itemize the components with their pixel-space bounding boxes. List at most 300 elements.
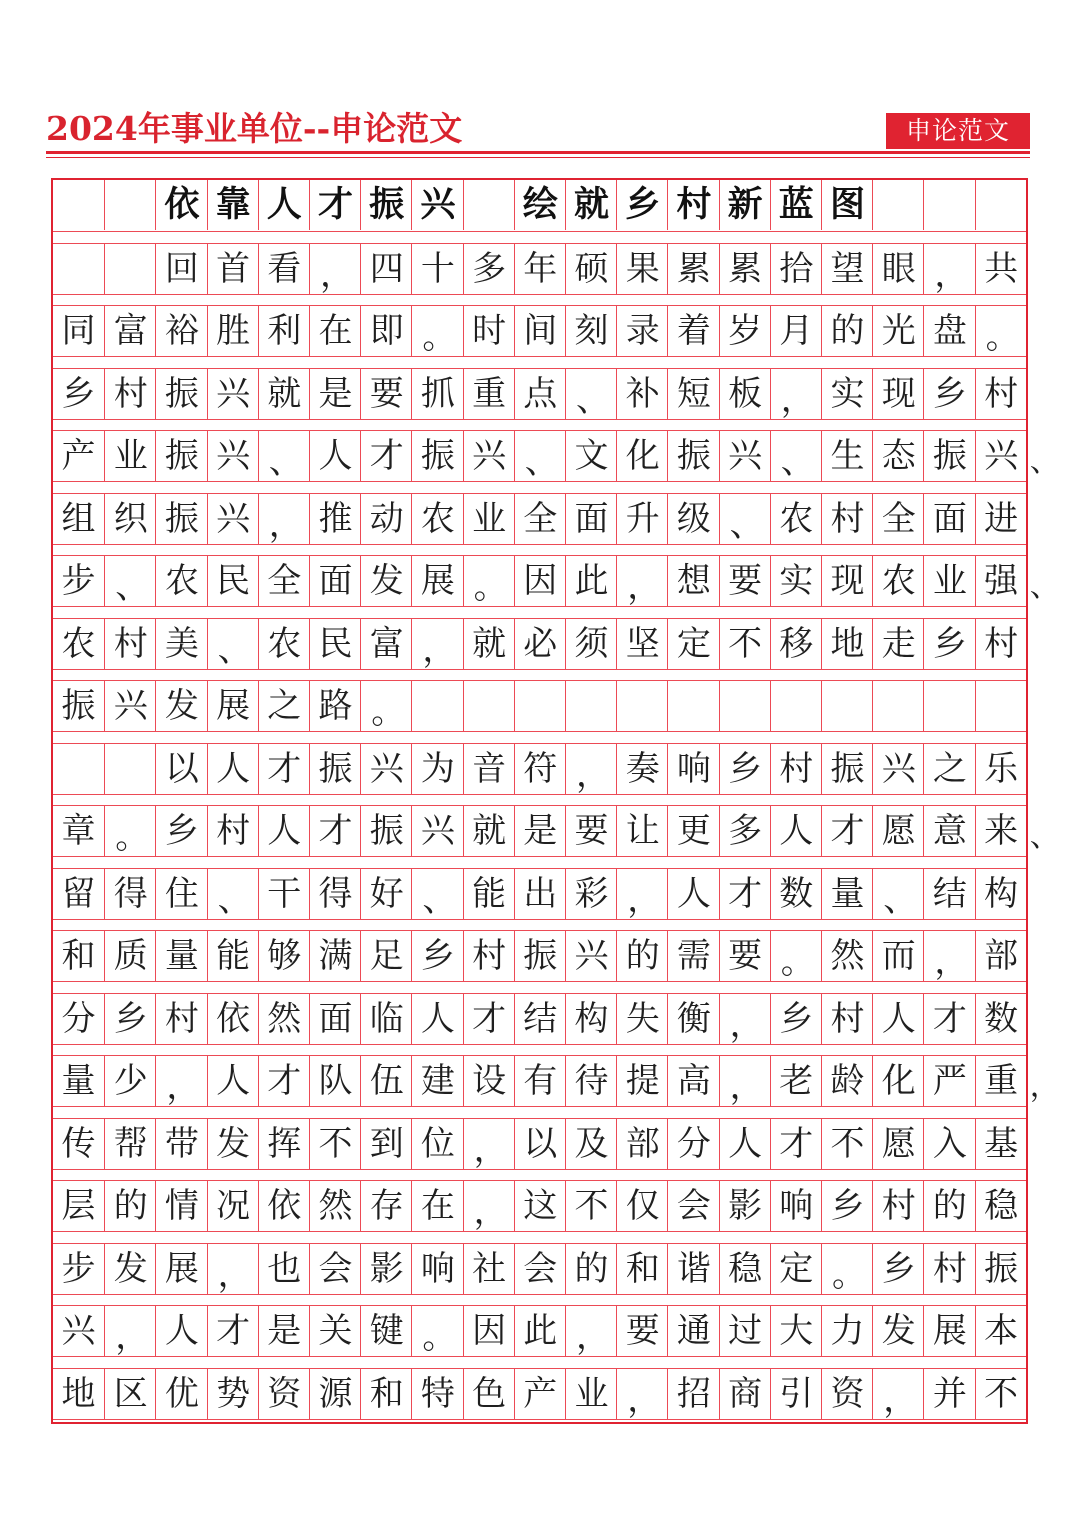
essay-char: 要 [728, 936, 763, 976]
grid-cell [872, 1244, 923, 1294]
essay-char: 而 [881, 936, 916, 976]
grid-cell [463, 744, 514, 794]
essay-char: 村 [984, 373, 1019, 414]
essay-char: 人 [881, 998, 916, 1039]
grid-cell [53, 494, 104, 544]
grid-cell [309, 994, 360, 1044]
grid-cell [821, 1181, 872, 1231]
grid-cell [155, 556, 206, 606]
grid-cell [155, 306, 206, 356]
grid-cell [258, 806, 309, 856]
grid-cell [53, 619, 104, 669]
essay-char: 短 [676, 373, 711, 414]
essay-char: 也 [267, 1248, 302, 1289]
essay-char: 基 [984, 1123, 1019, 1164]
grid-cell [53, 681, 104, 731]
title-char: 蓝 [778, 184, 814, 225]
grid-cell [565, 369, 616, 419]
essay-char: 步 [61, 561, 96, 601]
essay-char: 乡 [881, 1248, 916, 1289]
essay-char: 才 [318, 811, 353, 851]
grid-cell [411, 619, 462, 669]
grid-cell [360, 994, 411, 1044]
grid-cell [53, 994, 104, 1044]
grid-cell [975, 619, 1026, 669]
grid-cell [616, 1181, 667, 1231]
essay-char: 乡 [420, 936, 455, 976]
essay-char: 坚 [625, 623, 660, 664]
grid-cell [463, 244, 514, 294]
grid-cell [514, 556, 565, 606]
essay-row [53, 993, 1026, 1045]
page-title: 2024年事业单位--申论范文 [46, 109, 463, 148]
essay-char: ， [729, 1067, 764, 1107]
essay-char: 才 [267, 1061, 302, 1101]
essay-row [53, 368, 1026, 420]
grid-cell [821, 431, 872, 481]
essay-char: 发 [113, 1248, 148, 1289]
grid-cell [155, 1369, 206, 1419]
essay-char: 让 [625, 811, 660, 851]
grid-cell [463, 1369, 514, 1419]
grid-cell [514, 180, 565, 230]
essay-char: 富 [369, 623, 404, 664]
essay-char: 之 [267, 686, 302, 726]
grid-cell [360, 1056, 411, 1106]
grid-cell [719, 494, 770, 544]
grid-cell [770, 1306, 821, 1356]
essay-char: 文 [574, 436, 609, 476]
grid-cell [821, 869, 872, 919]
grid-cell [719, 994, 770, 1044]
grid-cell [565, 931, 616, 981]
grid-cell [667, 806, 718, 856]
essay-char: 振 [932, 436, 967, 476]
essay-char: 构 [574, 998, 609, 1039]
grid-cell [514, 1056, 565, 1106]
essay-char: 在 [318, 311, 353, 351]
essay-char: 的 [830, 311, 865, 351]
essay-row [53, 1368, 1026, 1420]
grid-cell [667, 180, 718, 230]
essay-char: 全 [523, 498, 558, 539]
header-rule-thick [46, 151, 1030, 154]
grid-cell [309, 1369, 360, 1419]
grid-cell [207, 681, 258, 731]
essay-char: 符 [523, 748, 558, 789]
essay-char: 失 [625, 998, 660, 1039]
grid-cell [53, 1244, 104, 1294]
grid-cell [360, 681, 411, 731]
grid-cell [514, 306, 565, 356]
grid-cell [770, 244, 821, 294]
essay-char: 进 [984, 498, 1019, 539]
essay-char: 村 [216, 811, 251, 851]
grid-cell [616, 306, 667, 356]
grid-cell [565, 1306, 616, 1356]
grid-cell [770, 994, 821, 1044]
essay-char: 人 [779, 811, 814, 851]
grid-cell [667, 556, 718, 606]
essay-char: 。 [422, 1317, 457, 1357]
grid-cell [923, 681, 974, 731]
essay-char: 面 [318, 561, 353, 601]
header-rule-thin [46, 157, 1030, 158]
title-char: 人 [266, 184, 302, 225]
grid-cell [565, 1244, 616, 1294]
essay-char: 乡 [113, 998, 148, 1039]
grid-cell [155, 619, 206, 669]
essay-char: 业 [113, 436, 148, 476]
essay-char: 人 [267, 811, 302, 851]
essay-row [53, 555, 1060, 607]
grid-cell [258, 681, 309, 731]
grid-cell [155, 369, 206, 419]
grid-cell [258, 494, 309, 544]
essay-char: 时 [472, 311, 507, 351]
grid-cell [360, 431, 411, 481]
essay-char: 愿 [881, 811, 916, 851]
grid-cell [53, 431, 104, 481]
essay-char: 、 [422, 879, 457, 920]
grid-cell [360, 244, 411, 294]
essay-char: 。 [780, 942, 815, 982]
grid-cell [514, 1244, 565, 1294]
grid-cell [514, 681, 565, 731]
grid-cell [104, 244, 155, 294]
essay-char: 少 [113, 1061, 148, 1101]
essay-char: 业 [574, 1373, 609, 1414]
essay-char: 待 [574, 1061, 609, 1101]
grid-cell [821, 1056, 872, 1106]
essay-char: 展 [420, 561, 455, 601]
essay-char: 社 [472, 1248, 507, 1289]
grid-cell [514, 744, 565, 794]
essay-char: 岁 [728, 311, 763, 351]
essay-char: 村 [113, 373, 148, 414]
grid-cell [821, 244, 872, 294]
essay-char: 会 [318, 1248, 353, 1289]
essay-char: 级 [676, 498, 711, 539]
essay-char: 才 [472, 998, 507, 1039]
grid-cell [514, 994, 565, 1044]
title-char: 才 [317, 184, 353, 225]
essay-char: 为 [420, 748, 455, 789]
grid-cell [975, 369, 1026, 419]
essay-char: 意 [932, 811, 967, 851]
grid-cell [53, 180, 104, 230]
essay-char: ， [268, 504, 303, 545]
essay-char: 移 [779, 623, 814, 664]
grid-cell [565, 306, 616, 356]
essay-char: 不 [830, 1123, 865, 1164]
essay-char: 不 [728, 623, 763, 664]
grid-cell [514, 931, 565, 981]
grid-cell [155, 494, 206, 544]
grid-cell [411, 931, 462, 981]
essay-char: 得 [318, 873, 353, 914]
essay-char: 重 [472, 373, 507, 414]
essay-char: 振 [318, 748, 353, 789]
grid-cell [258, 180, 309, 230]
grid-cell [360, 556, 411, 606]
essay-char: 利 [267, 311, 302, 351]
grid-cell [975, 1369, 1026, 1419]
essay-char: 会 [523, 1248, 558, 1289]
essay-char: 入 [932, 1123, 967, 1164]
grid-cell [309, 1306, 360, 1356]
essay-char: 老 [779, 1061, 814, 1101]
grid-cell [616, 869, 667, 919]
grid-cell [923, 1306, 974, 1356]
grid-cell [616, 369, 667, 419]
essay-char: 业 [472, 498, 507, 539]
essay-char: 依 [267, 1186, 302, 1226]
grid-cell [411, 681, 462, 731]
essay-char: 之 [932, 748, 967, 789]
grid-cell [411, 494, 462, 544]
grid-cell [975, 244, 1026, 294]
grid-cell [207, 1244, 258, 1294]
essay-char: 全 [267, 561, 302, 601]
essay-char: 间 [523, 311, 558, 351]
essay-char: 伍 [369, 1061, 404, 1101]
grid-cell [616, 619, 667, 669]
essay-char: 建 [420, 1061, 455, 1101]
grid-cell [53, 556, 104, 606]
essay-char: 板 [728, 373, 763, 414]
grid-cell [616, 556, 667, 606]
grid-cell [258, 931, 309, 981]
essay-char: 足 [369, 936, 404, 976]
grid-cell [719, 869, 770, 919]
grid-cell [923, 556, 974, 606]
grid-cell [565, 556, 616, 606]
grid-cell [923, 306, 974, 356]
grid-cell [463, 619, 514, 669]
essay-char: 现 [830, 561, 865, 601]
essay-char: 的 [625, 936, 660, 976]
essay-char: 才 [932, 998, 967, 1039]
grid-cell [411, 306, 462, 356]
essay-char: 区 [113, 1373, 148, 1414]
grid-cell [975, 744, 1026, 794]
essay-char: ， [115, 1317, 150, 1357]
grid-cell [53, 931, 104, 981]
grid-cell [616, 244, 667, 294]
grid-cell [770, 369, 821, 419]
grid-cell [667, 1056, 718, 1106]
essay-char: ， [217, 1254, 252, 1295]
title-char: 就 [573, 184, 609, 225]
grid-cell [411, 1306, 462, 1356]
essay-char: 在 [420, 1186, 455, 1226]
essay-char: 会 [676, 1186, 711, 1226]
essay-char: 不 [984, 1373, 1019, 1414]
essay-char: 。 [422, 317, 457, 357]
grid-cell [975, 180, 1026, 230]
grid-cell [53, 244, 104, 294]
essay-char: 影 [728, 1186, 763, 1226]
essay-char: 人 [728, 1123, 763, 1164]
essay-char: 过 [728, 1311, 763, 1351]
grid-cell [207, 744, 258, 794]
grid-cell [360, 369, 411, 419]
essay-char: 年 [523, 248, 558, 289]
essay-char: 要 [625, 1311, 660, 1351]
essay-char: 实 [830, 373, 865, 414]
grid-cell [514, 369, 565, 419]
essay-row [53, 1305, 1026, 1357]
essay-char: 数 [779, 873, 814, 914]
essay-char: 看 [267, 248, 302, 289]
grid-cell [207, 1056, 258, 1106]
essay-char: 兴 [216, 498, 251, 539]
essay-char: 色 [472, 1373, 507, 1414]
essay-char: 因 [523, 561, 558, 601]
essay-char: 的 [574, 1248, 609, 1289]
grid-cell [719, 1369, 770, 1419]
grid-cell [463, 306, 514, 356]
grid-cell [360, 1244, 411, 1294]
essay-char: 兴 [61, 1311, 96, 1351]
grid-cell [463, 369, 514, 419]
grid-cell [309, 1244, 360, 1294]
essay-char: ， [627, 567, 662, 607]
essay-char: 态 [881, 436, 916, 476]
essay-char: 数 [984, 998, 1019, 1039]
grid-cell [975, 556, 1026, 606]
grid-cell [975, 806, 1026, 856]
essay-char: 引 [779, 1373, 814, 1414]
essay-char: 同 [61, 311, 96, 351]
grid-cell [360, 306, 411, 356]
essay-char: 多 [728, 811, 763, 851]
grid-cell [155, 431, 206, 481]
grid-cell [975, 931, 1026, 981]
grid-cell [463, 1119, 514, 1169]
grid-cell [616, 1244, 667, 1294]
essay-row [53, 1180, 1026, 1232]
grid-cell [104, 1306, 155, 1356]
grid-cell [975, 431, 1026, 481]
grid-cell [463, 869, 514, 919]
grid-cell [104, 1119, 155, 1169]
grid-cell [821, 994, 872, 1044]
grid-cell [309, 306, 360, 356]
essay-char: 即 [369, 311, 404, 351]
grid-cell [565, 1369, 616, 1419]
essay-char: 望 [830, 248, 865, 289]
essay-char: 展 [164, 1248, 199, 1289]
grid-cell [514, 1119, 565, 1169]
grid-cell [258, 869, 309, 919]
essay-char: 强 [984, 561, 1019, 601]
essay-char: 乡 [779, 998, 814, 1039]
essay-char: 着 [676, 311, 711, 351]
grid-cell [53, 1369, 104, 1419]
essay-char: 展 [932, 1311, 967, 1351]
grid-cell [872, 1181, 923, 1231]
essay-char: 振 [164, 373, 199, 414]
essay-char: 兴 [369, 748, 404, 789]
essay-char: 面 [574, 498, 609, 539]
essay-char: 的 [113, 1186, 148, 1226]
essay-char: 才 [830, 811, 865, 851]
essay-char: 本 [984, 1311, 1019, 1351]
grid-cell [821, 180, 872, 230]
grid-cell [155, 744, 206, 794]
essay-char: 路 [318, 686, 353, 726]
grid-cell [104, 681, 155, 731]
essay-char: 眼 [881, 248, 916, 289]
essay-char: 、 [576, 379, 610, 420]
grid-cell [258, 994, 309, 1044]
grid-cell [821, 931, 872, 981]
essay-char: 地 [61, 1373, 96, 1414]
essay-char: 得 [113, 873, 148, 914]
essay-char: ， [473, 1129, 508, 1170]
grid-cell [309, 806, 360, 856]
grid-cell [719, 556, 770, 606]
grid-cell [155, 806, 206, 856]
grid-cell [463, 681, 514, 731]
essay-char: 人 [420, 998, 455, 1039]
essay-char: 月 [779, 311, 814, 351]
essay-char: 果 [625, 248, 660, 289]
essay-char: 、 [780, 442, 815, 482]
grid-cell [258, 431, 309, 481]
essay-char: ， [473, 1192, 508, 1232]
essay-row [53, 1055, 1060, 1107]
essay-char: 况 [216, 1186, 251, 1226]
essay-char: 兴 [728, 436, 763, 476]
essay-char: 够 [267, 936, 302, 976]
grid-cell [923, 619, 974, 669]
essay-char: 然 [830, 936, 865, 976]
grid-cell [53, 1056, 104, 1106]
grid-cell [53, 369, 104, 419]
grid-cell [309, 180, 360, 230]
grid-cell [207, 931, 258, 981]
essay-char: 民 [318, 623, 353, 664]
grid-cell [53, 1181, 104, 1231]
essay-char: 带 [164, 1123, 199, 1164]
grid-cell [514, 806, 565, 856]
title-char: 振 [369, 184, 405, 225]
essay-char: 大 [779, 1311, 814, 1351]
essay-char: 发 [881, 1311, 916, 1351]
essay-char: 振 [61, 686, 96, 726]
essay-char: 胜 [216, 311, 251, 351]
essay-char: 然 [318, 1186, 353, 1226]
grid-cell [411, 744, 462, 794]
grid-cell [923, 369, 974, 419]
grid-cell [309, 931, 360, 981]
grid-cell [719, 431, 770, 481]
essay-char: 农 [267, 623, 302, 664]
grid-cell [719, 1306, 770, 1356]
essay-char: 兴 [984, 436, 1019, 476]
essay-char: 乐 [984, 748, 1019, 789]
grid-cell [104, 931, 155, 981]
essay-char: ， [576, 754, 610, 795]
essay-char: 重 [984, 1061, 1019, 1101]
essay-char: ， [422, 629, 457, 670]
essay-char: 人 [318, 436, 353, 476]
grid-cell [411, 431, 462, 481]
essay-char: 共 [984, 248, 1019, 289]
